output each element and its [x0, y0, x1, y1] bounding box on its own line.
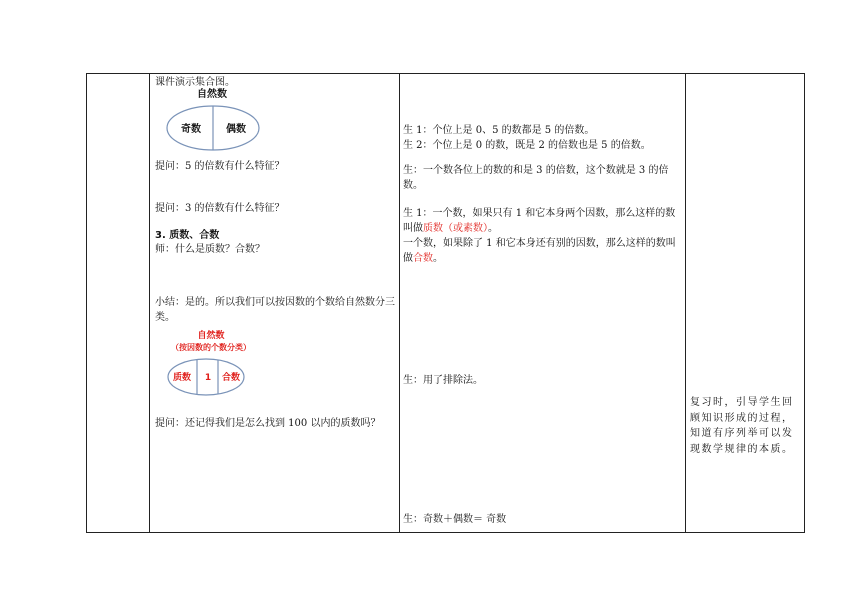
label-even: 偶数: [226, 124, 246, 135]
student-sieve-answer: 生：用了排除法。: [403, 375, 483, 386]
label-prime: 质数: [172, 373, 192, 383]
teacher-question: 师：什么是质数？合数？: [155, 244, 265, 255]
design-note: 复习时，引导学生回顾知识形成的过程，知道有序列举可以发现数学规律的本质。: [690, 397, 794, 455]
composite-term: 合数: [413, 253, 433, 264]
student-answer-3: 生：一个数各位上的数的和是 3 的倍数，这个数就是 3 的倍数。: [403, 165, 669, 191]
column-divider: [399, 74, 400, 532]
composite-definition-text: 一个数，如果除了 1 和它本身还有别的因数，那么这样的数叫做: [403, 238, 676, 264]
student-odd-even-answer: 生：奇数＋偶数＝ 奇数: [403, 514, 507, 525]
set-diagram-by-factors: [164, 329, 274, 397]
student-answer-2: 生 2：个位上是 0 的数，既是 2 的倍数也是 5 的倍数。: [403, 140, 651, 151]
composite-end: 。: [433, 253, 443, 264]
column-divider: [685, 74, 686, 532]
question-primes-under-100: 提问：还记得我们是怎么找到 100 以内的质数吗？: [155, 418, 381, 429]
label-one: 1: [204, 373, 212, 383]
student-answer-1: 生 1：个位上是 0、5 的数都是 5 的倍数。: [403, 125, 595, 136]
summary-text: 小结：是的。所以我们可以按因数的个数给自然数分三类。: [155, 297, 395, 323]
label-odd: 奇数: [181, 124, 201, 135]
diagram-title: 自然数: [197, 89, 227, 100]
column-divider: [149, 74, 150, 532]
diagram-subtitle: （按因数的个数分类）: [171, 343, 251, 352]
courseware-intro: 课件演示集合图。: [155, 77, 235, 88]
section-title: 3. 质数、合数: [155, 230, 220, 241]
student-prime-definition: [403, 206, 683, 236]
question-multiple-of-5: 提问：5 的倍数有什么特征？: [155, 161, 285, 172]
prime-end: 。: [488, 223, 498, 234]
student-composite-definition: [403, 236, 683, 266]
label-composite: 合数: [221, 373, 241, 383]
prime-definition-text: 生 1：一个数，如果只有 1 和它本身两个因数，那么这样的数叫做: [403, 208, 676, 234]
question-multiple-of-3: 提问：3 的倍数有什么特征？: [155, 203, 285, 214]
diagram-title: 自然数: [197, 331, 225, 341]
prime-term: 质数（或素数）: [423, 223, 488, 234]
set-diagram-natural-numbers: [166, 86, 266, 152]
